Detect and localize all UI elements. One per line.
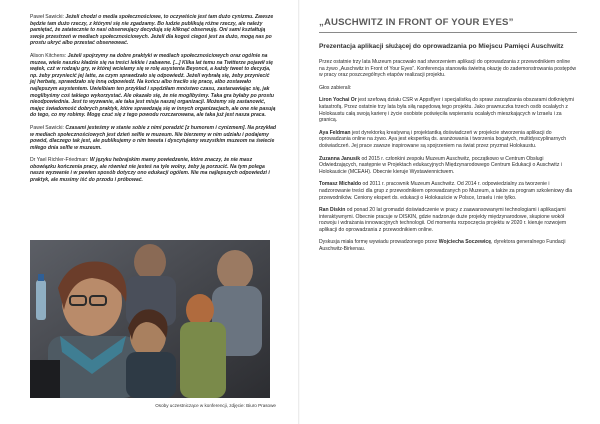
quote-paragraph-2 bbox=[30, 53, 276, 119]
speaker-bio bbox=[319, 207, 577, 233]
moderation-text-before: Dyskusja miała formę wywiadu prowadzonego przez bbox=[319, 239, 439, 246]
section-title: „AUSCHWITZ IN FRONT OF YOUR EYES” bbox=[319, 17, 514, 28]
speaker-bio-text: jest dyrektorką kreatywną i projektantką doświadczeń w projekcie stworzenia aplikacji do oprowadzania online na żywo. Aya jest ekspertką ds. aranżowania i tworzenia bogatych, multidyscyplinarnych doświadczeń. Jej prace zawsze inspirowane są spojrzeniem na świat przez pryzmat Holokaustu. bbox=[319, 129, 567, 149]
speaker-bio-name: Liron Yochai Or bbox=[319, 97, 357, 104]
right-page bbox=[300, 0, 600, 424]
right-page-content bbox=[319, 17, 577, 259]
speaker-name: Paweł Sawicki: bbox=[30, 124, 64, 131]
photo-caption: Osoby uczestniczące w konferencji, zdjęcie: Biuro Prasowe bbox=[155, 403, 276, 408]
speaker-bio-name: Zuzanna Janusik bbox=[319, 155, 361, 162]
intro-paragraph: Przez ostatnie trzy lata Muzeum pracowało nad stworzeniem aplikacji do oprowadzania z przewodnikiem online na żywo „Auschwitz in Front of Your Eyes”. Konferencja stanowiła świetną okazję do zademonstrowania postępów w pracy oraz poszczególnych etapów realizacji projektu. bbox=[319, 59, 577, 79]
discussion-quotes bbox=[30, 14, 276, 190]
title-divider bbox=[319, 32, 577, 33]
moderation-text-after: , dyrektora generalnego Fundacji Auschwitz-Birkenau. bbox=[319, 239, 566, 253]
speaker-bio-text: jest szefową działu CSR w Appsflyer i specjalistką do spraw zarządzania obszarami dotkniętymi katastrofą. Przez ostatnie trzy lata była siłą napędową tego projektu. Jako prawnuczka trzech osób ocalałych z Holokaustu całą swoją karierę i życie osobiste poświęciła wspieraniu ocalałych mieszkających w Izraelu i za granicą. bbox=[319, 97, 574, 124]
quote-paragraph-1 bbox=[30, 14, 276, 47]
speaker-bio-name: Aya Feldman bbox=[319, 129, 351, 136]
moderator-name: Wojciecha Soczewicę bbox=[438, 239, 492, 246]
speaker-bio-name: Ran Diskin bbox=[319, 207, 346, 214]
quote-paragraph-3 bbox=[30, 125, 276, 151]
quote-paragraph-4 bbox=[30, 157, 276, 183]
speaker-bio bbox=[319, 97, 577, 123]
section-subtitle: Prezentacja aplikacji służącej do oprowadzania po Miejscu Pamięci Auschwitz bbox=[319, 43, 564, 50]
moderation-paragraph bbox=[319, 239, 577, 252]
speaker-bio bbox=[319, 181, 577, 201]
quote-text: Czasami jesteśmy w stanie sobie z nimi poradzić [z humorem i cynizmem]. Na przykład w mediach społecznościowych jest dzień selfie w muzeum. Nie bierzemy w nim udziału i podajemy powód, dlaczego tak jest, ale publikujemy o nim tweeta i dyscytujemy wszystkim muzeom na świecie miłego dnia selfie w muzeum. bbox=[30, 124, 277, 151]
conference-photo bbox=[30, 240, 270, 398]
speaker-name: Dr Yael Richler-Friedman: bbox=[30, 157, 89, 164]
speaker-bio-text: od 2011 r. pracownik Muzeum Auschwitz. Od 2014 r. odpowiedzialny za tworzenie i nadzorowanie treści dla grup z przewodnikiem oprowadzanych po Muzeum, a także za program szkoleniowy dla przewodników. Ceniony ekspert ds. edukacji o Holokauście w Polsce, Izraelu i nie tylko. bbox=[319, 181, 573, 201]
quote-text: Jeżeli spojrzymy na dobre praktyki w mediach społecznościowych oraz ogólnie na muzea, wiele naszku kładzie się na treści lekkie i zabawne. [...] Klika lat temu na Twitterze pojawił się wątek, czż w rodzaju gry, w której wcielamy się w rolę asystenta Beyoncé, a każdy tweet to decyzja, np. żeby przyniecić jej latte, za czym sprawdzało się odpowiedź. Jeżeli wybrałą się, żeby przyniecić jej herbatę, sprawdzało się inną odpowiedź. Na końcu albo traciło się pracę, albo zostawało najlepszym asystentem. Uwielbiam ten przykład i spędziłam mnóstwo czasu, zastanawiając się, jak moglibyśmy coś takiego wykorzystać. Ale okazało się, że nie moglibyśmy. Taka gra byłaby po prostu nieodpowiednia. Jest to wyzwanie, ale taka jest misja naszej organizacji. Możemy się zastanowić, majęc świadomość dobrych praktyk, które sprawdzają się w innych organizacjach, ale one nie pasują do tego, co my robimy. Mogę czuć się z tego powodu rozczarowana, ale taka już jest nasza praca. bbox=[30, 52, 276, 119]
speaker-bio-text: od 2015 r. członkini zespołu Muzeum Auschwitz, początkowo w Centrum Obsługi Odwiedzających, następnie w Projektach edukacyjnych Międzynarodowego Centrum Edukacji o Auschwitz i Holokauście (MCEAH). Obecnie kieruje Wystawiennictwem. bbox=[319, 155, 562, 175]
voices-label: Głos zabierali: bbox=[319, 84, 352, 91]
conference-photo-illustration bbox=[30, 240, 270, 398]
speaker-bio-text: od ponad 20 lat gromadzi doświadczenie w pracy z zaawansowanymi technologiami i aplikacjami interaktywnymi. Obecnie pracuje w DISKIN, gdzie nadzoruje duże projekty międzynarodowe, skupione wokół rozwoju i wdrażania innowacyjnych technologii. Od momentu rozpoczęcia projektu w 2020 r. kieruje rozwojem aplikacji do oprowadzania z przewodnikiem online. bbox=[319, 207, 567, 233]
speaker-bio bbox=[319, 156, 577, 176]
speaker-name: Paweł Sawicki: bbox=[30, 14, 64, 20]
quote-text: W języku hebrajskim mamy powiedzenie, które znaczy, że nie masz obowiązku kończenia pracy, ale również nie jesteś na tyle wolny, żeby ją porzucić. Na tym polega nasze wyzwanie i w pewien sposób dotyczy ono edukacji ogólem. Nie ma najlepszych odpowiedzi i praktyk, ale musimy iść do przodu i próbować. bbox=[30, 157, 270, 184]
speaker-bio bbox=[319, 130, 577, 150]
quote-text: Jeżeli chodzi o media społecznościowe, to oczywiście jest tam dużo cynizmu. Zawsze będzie tam dużo rzeczy, z którymi się nie zgadzamy. Bo ludzie publikują różne rzeczy, ale należy pamiętać, że zatatecznie to nasi obserwujący decydują się kliknąć obserwuję. Oni sami kształtują swoje przestrzeń w mediach społecznościowych. Jeżeli dla kogoś ciegoś jest za dużo, mogą nas po prostu ukryć albo przestać obserwować. bbox=[30, 14, 274, 47]
speaker-bio-name: Tomasz Michaldo bbox=[319, 181, 362, 188]
speaker-name: Alison Kitchens: bbox=[30, 52, 67, 59]
